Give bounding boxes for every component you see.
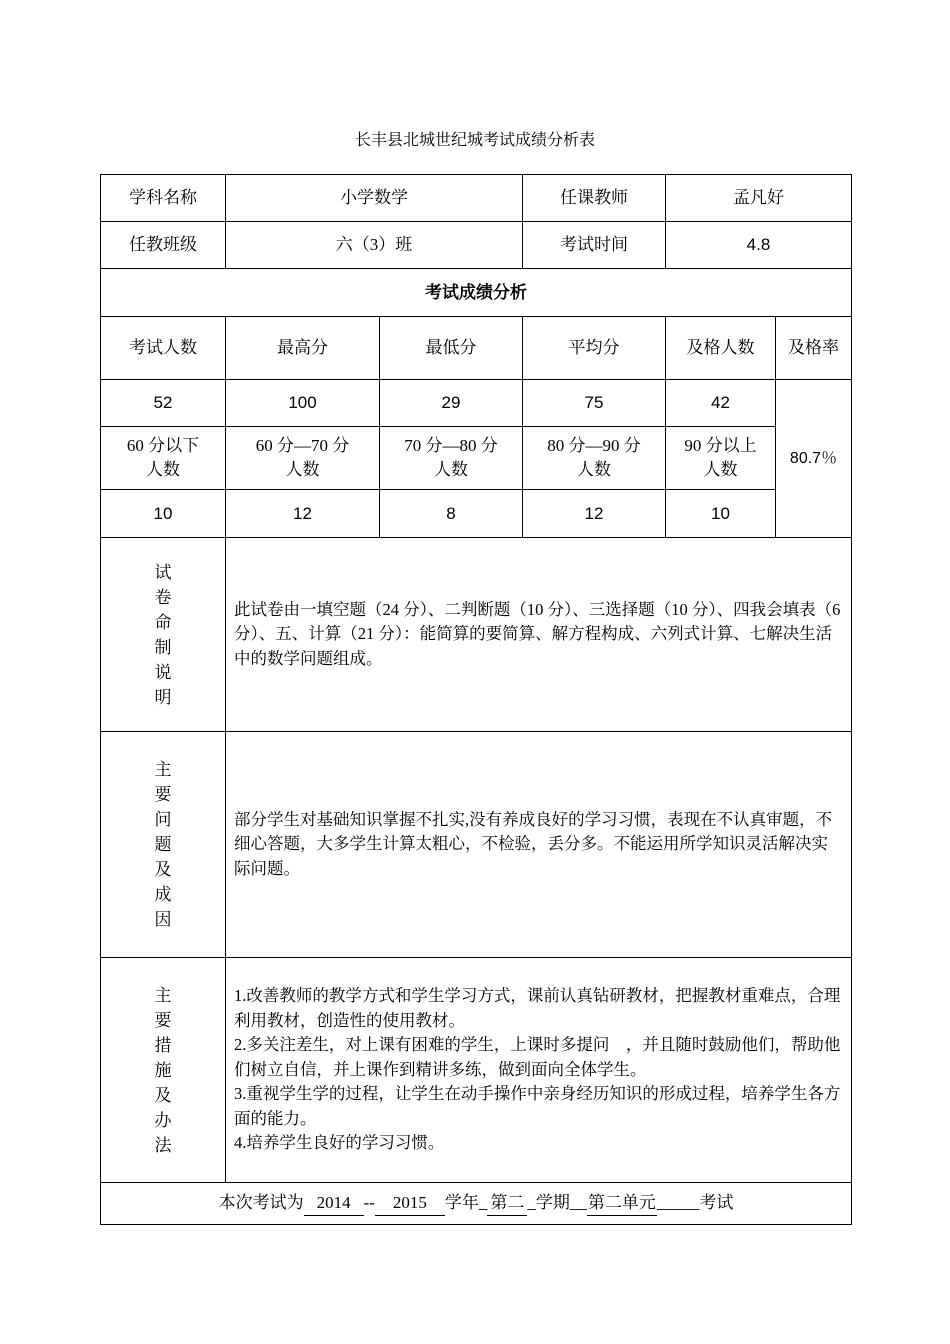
stats-value: 75 <box>523 380 666 427</box>
stats-header-row <box>101 317 852 380</box>
footer-text: 本次考试为 <box>218 1193 304 1212</box>
problems-text: 部分学生对基础知识掌握不扎实,没有养成良好的学习习惯，表现在不认真审题，不细心答题，大多学生计算太粗心，不检验，丢分多。不能运用所学知识灵活解决实际问题。 <box>226 732 852 958</box>
label-char: 及 <box>154 1085 172 1105</box>
band-header-line: 60 分—70 分 <box>255 436 350 455</box>
term-field: 第二 <box>487 1191 527 1216</box>
label-char: 明 <box>154 687 172 707</box>
band-value-row <box>101 490 852 538</box>
measure-item: 4.培养学生良好的学习习惯。 <box>234 1133 445 1153</box>
band-header-row <box>101 427 852 490</box>
subject-value: 小学数学 <box>226 175 523 222</box>
footer-text: 学期 <box>535 1193 570 1212</box>
label-char: 说 <box>154 662 172 682</box>
label-char: 卷 <box>154 587 172 607</box>
footer-row <box>101 1183 852 1225</box>
stats-header: 及格人数 <box>666 317 776 380</box>
class-value: 六（3）班 <box>226 222 523 269</box>
stats-header: 考试人数 <box>101 317 226 380</box>
stats-value: 42 <box>666 380 776 427</box>
stats-value-row <box>101 380 852 427</box>
label-char: 成 <box>154 885 172 904</box>
page-title: 长丰县北城世纪城考试成绩分析表 <box>354 132 595 149</box>
info-row-class <box>101 222 852 269</box>
band-value: 10 <box>101 490 226 538</box>
label-char: 题 <box>154 835 172 854</box>
band-header-line: 60 分以下 <box>126 436 200 455</box>
measures-row <box>101 958 852 1183</box>
time-value: 4.8 <box>666 222 852 269</box>
label-char: 因 <box>154 910 172 929</box>
label-char: 施 <box>154 1060 172 1080</box>
label-char: 措 <box>154 1035 172 1055</box>
label-char: 及 <box>154 860 172 879</box>
label-char: 试 <box>154 562 172 582</box>
label-char: 要 <box>154 1010 172 1030</box>
stats-value: 100 <box>226 380 380 427</box>
band-header-line: 人数 <box>285 460 320 479</box>
teacher-label: 任课教师 <box>523 175 666 222</box>
stats-value: 29 <box>380 380 523 427</box>
measure-item: 1.改善教师的教学方式和学生学习方式，课前认真钻研教材，把握教材重难点，合理利用教材，创造性的使用教材。 <box>234 986 841 1030</box>
label-char: 办 <box>154 1110 172 1130</box>
pass-rate: 80.7％ <box>776 380 852 538</box>
band-header <box>523 427 666 490</box>
measures-label <box>101 958 226 1183</box>
year-end-field: 2015 <box>375 1191 445 1216</box>
stats-header: 最高分 <box>226 317 380 380</box>
paper-label <box>101 538 226 732</box>
stats-header: 最低分 <box>380 317 523 380</box>
measure-item: 2.多关注差生，对上课有困难的学生，上课时多提问 ，并且随时鼓励他们，帮助他们树立自信，并上课作到精讲多练，做到面向全体学生。 <box>234 1035 841 1079</box>
subject-label: 学科名称 <box>101 175 226 222</box>
teacher-value: 孟凡好 <box>666 175 852 222</box>
label-char: 主 <box>154 985 172 1005</box>
unit-field: 第二单元 <box>587 1191 657 1216</box>
band-header-line: 人数 <box>146 460 180 479</box>
band-value: 8 <box>380 490 523 538</box>
stats-header: 平均分 <box>523 317 666 380</box>
score-analysis-table <box>100 174 852 1225</box>
info-row-subject <box>101 175 852 222</box>
problems-label <box>101 732 226 958</box>
time-label: 考试时间 <box>523 222 666 269</box>
band-header-line: 人数 <box>577 460 611 479</box>
label-char: 命 <box>154 612 172 632</box>
band-header-line: 人数 <box>703 460 738 479</box>
stats-value: 52 <box>101 380 226 427</box>
measure-item: 3.重视学生学的过程，让学生在动手操作中亲身经历知识的形成过程，培养学生各方面的能力。 <box>234 1084 841 1128</box>
band-value: 10 <box>666 490 776 538</box>
band-header-line: 80 分—90 分 <box>547 436 641 455</box>
footer-text: 考试 <box>699 1193 734 1212</box>
band-header-line: 70 分—80 分 <box>404 436 498 455</box>
label-char: 制 <box>154 637 172 657</box>
analysis-heading-row <box>101 269 852 317</box>
stats-header: 及格率 <box>776 317 852 380</box>
band-header-line: 90 分以上 <box>684 436 757 455</box>
year-start-field: 2014 <box>304 1191 364 1216</box>
problems-row <box>101 732 852 958</box>
band-value: 12 <box>226 490 380 538</box>
paper-text: 此试卷由一填空题（24 分）、二判断题（10 分）、三选择题（10 分）、四我会填表（6 分）、五、计算（21 分）：能简算的要简算、解方程构成、六列式计算、七解决生活中的数学问题组成。 <box>226 538 852 732</box>
band-value: 12 <box>523 490 666 538</box>
footer-sep: -- <box>363 1193 375 1212</box>
footer-text: 学年 <box>444 1193 479 1212</box>
label-char: 法 <box>154 1135 172 1155</box>
label-char: 问 <box>154 810 172 829</box>
class-label: 任教班级 <box>101 222 226 269</box>
band-header-line: 人数 <box>434 460 468 479</box>
measures-text <box>226 958 852 1183</box>
label-char: 要 <box>154 785 172 804</box>
label-char: 主 <box>154 760 172 779</box>
band-header <box>666 427 776 490</box>
band-header <box>226 427 380 490</box>
paper-row <box>101 538 852 732</box>
exam-period-line: 本次考试为 2014 -- 2015 学年_ 第二 _学期__第二单元_____考试 <box>101 1183 852 1225</box>
band-header <box>101 427 226 490</box>
analysis-heading: 考试成绩分析 <box>101 269 852 317</box>
band-header <box>380 427 523 490</box>
